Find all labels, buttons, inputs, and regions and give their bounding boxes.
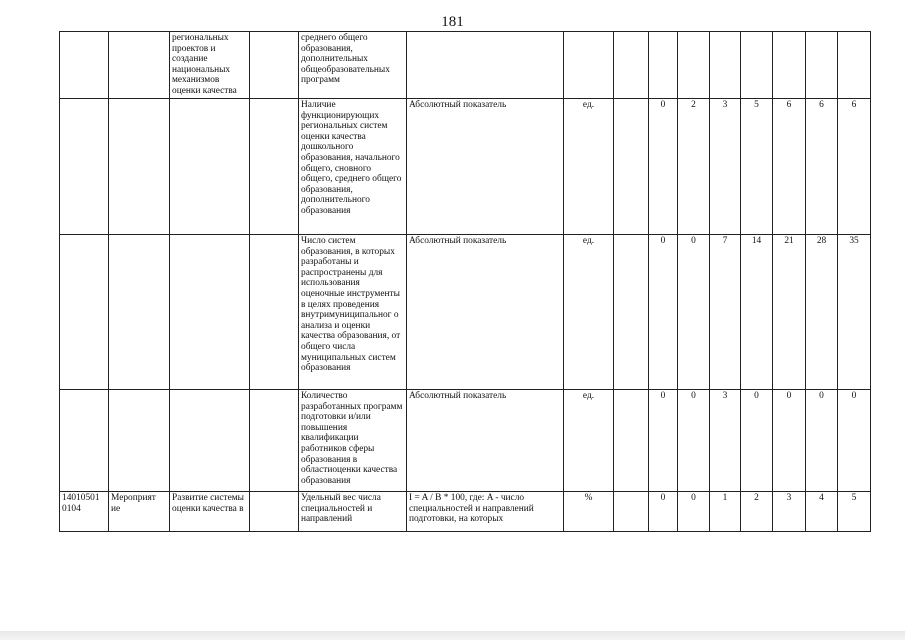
code-cell: 14010501 0104 [60, 492, 109, 532]
name-cell [170, 235, 250, 390]
year-value-cell: 3 [710, 390, 741, 492]
responsible-cell [250, 235, 299, 390]
year-value-cell: 0 [678, 390, 710, 492]
year-value-cell: 0 [649, 390, 678, 492]
table-row [60, 492, 871, 532]
year-value-cell: 4 [806, 492, 838, 532]
year-value-cell: 6 [806, 99, 838, 235]
unit-cell: ед. [564, 390, 614, 492]
year-value-cell: 28 [806, 235, 838, 390]
year-value-cell [773, 32, 806, 99]
year-value-cell [741, 32, 773, 99]
page-number: 181 [441, 14, 464, 30]
year-value-cell [806, 32, 838, 99]
year-value-cell: 1 [710, 492, 741, 532]
year-value-cell: 0 [806, 390, 838, 492]
year-value-cell [838, 32, 871, 99]
responsible-cell [250, 492, 299, 532]
base-value-cell [614, 390, 649, 492]
year-value-cell: 3 [710, 99, 741, 235]
program-indicators-table [59, 31, 871, 532]
base-value-cell [614, 235, 649, 390]
year-value-cell [678, 32, 710, 99]
base-value-cell [614, 32, 649, 99]
year-value-cell: 0 [773, 390, 806, 492]
year-value-cell: 0 [838, 390, 871, 492]
type-cell [109, 32, 170, 99]
base-value-cell [614, 99, 649, 235]
name-cell: региональных проектов и создание национальных механизмов оценки качества [170, 32, 250, 99]
scan-edge [0, 631, 905, 640]
year-value-cell: 35 [838, 235, 871, 390]
indicator-cell: Количество разработанных программ подготовки и/или повышения квалификации работников сферы образования в областиоценки качества образования [299, 390, 407, 492]
year-value-cell: 0 [678, 492, 710, 532]
name-cell: Развитие системы оценки качества в [170, 492, 250, 532]
table-row [60, 235, 871, 390]
code-cell [60, 32, 109, 99]
name-cell [170, 99, 250, 235]
indicator-cell: Удельный вес числа специальностей и направлений [299, 492, 407, 532]
type-cell [109, 235, 170, 390]
code-cell [60, 99, 109, 235]
name-cell [170, 390, 250, 492]
year-value-cell: 5 [741, 99, 773, 235]
indicator-cell: среднего общего образования, дополнительных общеобразовательных программ [299, 32, 407, 99]
year-value-cell: 5 [838, 492, 871, 532]
type-cell [109, 390, 170, 492]
indicator-cell: Наличие функционирующих региональных систем оценки качества дошкольного образования, начального общего, сновного общего, среднего общего образования, дополнительного образования [299, 99, 407, 235]
year-value-cell [649, 32, 678, 99]
unit-cell: ед. [564, 235, 614, 390]
year-value-cell: 2 [741, 492, 773, 532]
table-row [60, 99, 871, 235]
responsible-cell [250, 32, 299, 99]
responsible-cell [250, 99, 299, 235]
year-value-cell: 2 [678, 99, 710, 235]
table-row [60, 390, 871, 492]
responsible-cell [250, 390, 299, 492]
formula-cell: I = A / B * 100, где: A - число специальностей и направлений подготовки, на которых [407, 492, 564, 532]
year-value-cell: 0 [678, 235, 710, 390]
type-cell: Мероприят ие [109, 492, 170, 532]
year-value-cell: 0 [649, 99, 678, 235]
year-value-cell: 0 [649, 492, 678, 532]
year-value-cell: 0 [649, 235, 678, 390]
table-body [60, 32, 871, 532]
year-value-cell: 0 [741, 390, 773, 492]
unit-cell [564, 32, 614, 99]
year-value-cell: 6 [773, 99, 806, 235]
year-value-cell: 14 [741, 235, 773, 390]
formula-cell: Абсолютный показатель [407, 235, 564, 390]
indicator-cell: Число систем образования, в которых разработаны и распространены для использования оценочные инструменты в целях проведения внутримуниципальног о анализа и оценки качества образования, от общего числа муниципальных систем образования [299, 235, 407, 390]
unit-cell: ед. [564, 99, 614, 235]
code-cell [60, 235, 109, 390]
code-cell [60, 390, 109, 492]
year-value-cell: 3 [773, 492, 806, 532]
formula-cell: Абсолютный показатель [407, 99, 564, 235]
formula-cell: Абсолютный показатель [407, 390, 564, 492]
year-value-cell: 21 [773, 235, 806, 390]
year-value-cell: 6 [838, 99, 871, 235]
year-value-cell [710, 32, 741, 99]
unit-cell: % [564, 492, 614, 532]
formula-cell [407, 32, 564, 99]
year-value-cell: 7 [710, 235, 741, 390]
type-cell [109, 99, 170, 235]
table-row [60, 32, 871, 99]
base-value-cell [614, 492, 649, 532]
